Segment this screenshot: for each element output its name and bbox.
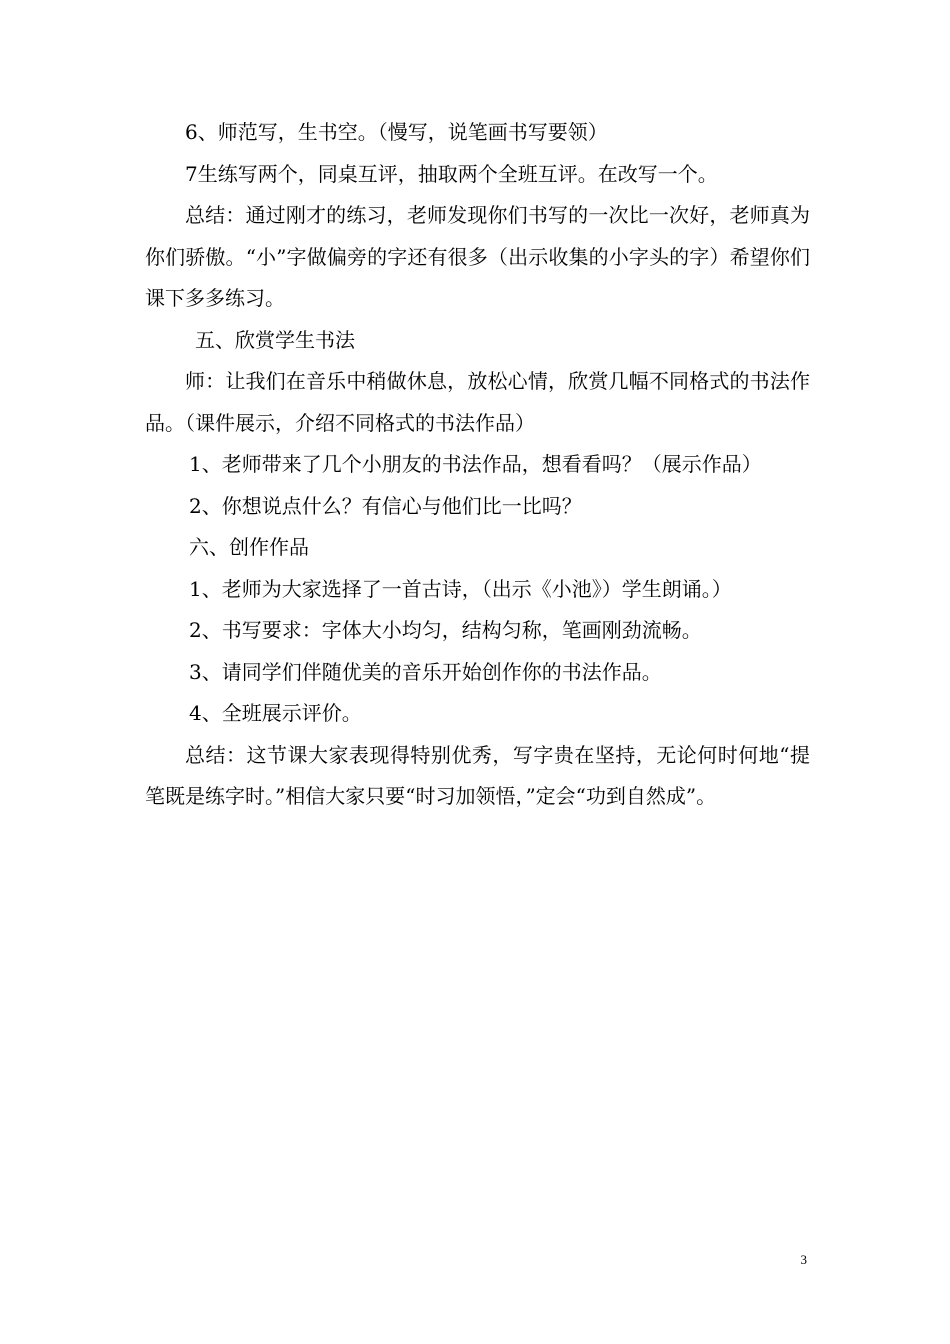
page-number: 3: [800, 1252, 807, 1267]
list-item-appreciate-2: 2、你想说点什么？有信心与他们比一比吗？: [189, 493, 582, 518]
list-item-create-3: 3、请同学们伴随优美的音乐开始创作你的书法作品。: [189, 659, 662, 684]
section-heading-6: 六、创作作品: [189, 535, 309, 559]
list-item-create-2: 2、书写要求：字体大小均匀，结构匀称，笔画刚劲流畅。: [189, 618, 702, 642]
section-heading-5: 五、欣赏学生书法: [195, 327, 355, 352]
paragraph-step-6: 6、师范写，生书空。（慢写，说笔画书写要领）: [185, 120, 608, 144]
paragraph-summary-1: 总结：通过刚才的练习，老师发现你们书写的一次比一次好，老师真为你们骄傲。“小”字做偏旁的字还有很多（出示收集的小字头的字）希望你们课下多多练习。: [145, 203, 810, 310]
list-item-create-1: 1、老师为大家选择了一首古诗，（出示《小池》）学生朗诵。）: [189, 576, 732, 601]
list-item-create-4: 4、全班展示评价。: [189, 701, 362, 725]
list-item-appreciate-1: 1、老师带来了几个小朋友的书法作品，想看看吗？（展示作品）: [189, 452, 762, 476]
document-body: [145, 112, 810, 818]
paragraph-summary-2: 总结：这节课大家表现得特别优秀，写字贵在坚持，无论何时何地“提笔既是练字时。”相信大家只要“时习加领悟，”定会“功到自然成”。: [145, 742, 810, 808]
paragraph-step-7: 7生练写两个，同桌互评，抽取两个全班互评。在改写一个。: [185, 161, 718, 186]
paragraph-teacher-intro: 师：让我们在音乐中稍做休息，放松心情，欣赏几幅不同格式的书法作品。（课件展示，介绍不同格式的书法作品）: [145, 369, 810, 435]
